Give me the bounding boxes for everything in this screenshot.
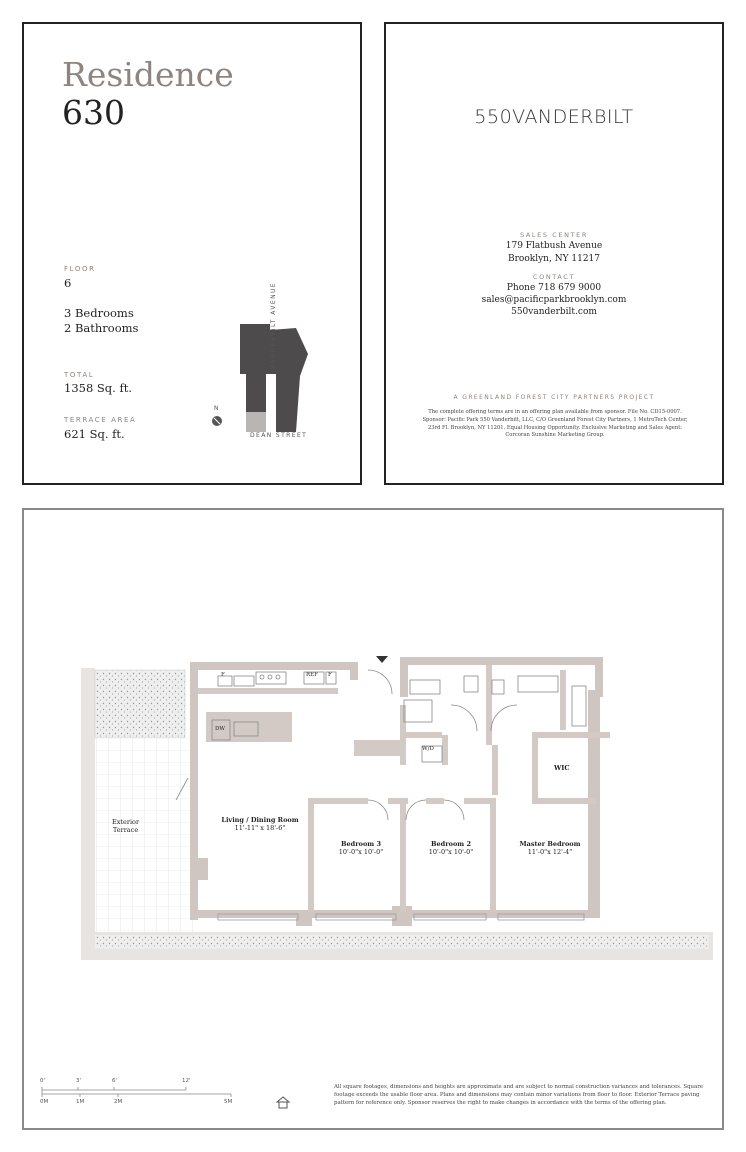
project-line: A GREENLAND FOREST CITY PARTNERS PROJECT — [453, 394, 655, 401]
f2-label: F — [328, 672, 332, 678]
equal-housing-icon — [277, 1097, 289, 1108]
floorplan-panel — [22, 508, 724, 1130]
wd-label: W/D — [422, 746, 434, 752]
sales-address-2: Brooklyn, NY 11217 — [508, 254, 600, 264]
scale-m-5: 5M — [224, 1099, 233, 1105]
entry-arrow-icon — [376, 656, 388, 663]
scale-ft-0: 0' — [40, 1078, 46, 1084]
unit-highlight — [246, 412, 266, 432]
terrace-label: TERRACE AREA — [64, 416, 137, 424]
residence-panel — [22, 22, 362, 485]
bedroom2-label: Bedroom 2 10'-0"x 10'-0" — [428, 840, 474, 857]
contact-label: CONTACT — [532, 273, 576, 281]
scale-m-2: 2M — [114, 1099, 123, 1105]
disclaimer-text: All square footages, dimensions and heights are approximate and are subject to normal construction variances and tolerances. Square footage exceeds the usable floor area. Plans and dimensions may contain minor variations from floor to floor. Exterior Terrace paving pattern for reference only. Sponsor reserves the right to make changes in accordance with the terms of the offering plan. — [334, 1084, 703, 1106]
contact-email[interactable]: sales@pacificparkbrooklyn.com — [481, 295, 627, 305]
vanderbilt-avenue-label: VANDERBILT AVENUE — [270, 282, 277, 369]
scale-ft-3: 3' — [76, 1078, 82, 1084]
terrace-value: 621 Sq. ft. — [64, 427, 125, 441]
scale-ft-6: 6' — [112, 1078, 118, 1084]
floor-value: 6 — [64, 276, 72, 290]
dean-street-label: DEAN STREET — [250, 432, 308, 439]
sales-address-1: 179 Flatbush Avenue — [505, 241, 603, 251]
building-logo: 550VANDERBILT — [474, 106, 634, 128]
total-label: TOTAL — [64, 371, 95, 379]
living-room-label: Living / Dining Room 11'-11" x 18'-6" — [221, 816, 299, 833]
legal-text: The complete offering terms are in an offering plan available from sponsor. File No. CD15-0007. Sponsor: Pacific Park 550 Vanderbilt, LLC, C/O Greenland Forest City Partners, 1 MetroTech Center, 23rd Fl. Brooklyn, NY 11201. Equal Housing Opportunity. Exclusive Marketing and Sales Agent: Corcoran Sunshine Marketing Group. — [422, 409, 688, 439]
scale-m-0: 0M — [40, 1099, 49, 1105]
terrace-paving — [95, 738, 195, 932]
sales-center-label: SALES CENTER — [520, 231, 588, 239]
scale-bar — [42, 1087, 231, 1097]
dw-label: DW — [215, 726, 226, 732]
floor-label: FLOOR — [64, 265, 96, 273]
bathrooms-count: 2 Bathrooms — [64, 321, 139, 335]
bedrooms-count: 3 Bedrooms — [64, 306, 134, 320]
wic-label: WIC — [554, 764, 570, 772]
bedroom3-label: Bedroom 3 10'-0"x 10'-0" — [338, 840, 384, 857]
contact-phone: Phone 718 679 9000 — [506, 283, 602, 293]
terrace-wall — [81, 668, 95, 960]
master-bedroom-label: Master Bedroom 11'-0"x 12'-4" — [519, 840, 581, 857]
terrace-label-room: Exterior Terrace — [112, 818, 140, 835]
residence-title: Residence — [62, 55, 234, 94]
key-plan — [204, 314, 354, 444]
north-label: N — [214, 405, 220, 412]
scale-ft-12: 12' — [182, 1078, 191, 1084]
building-panel — [384, 22, 724, 485]
planter-top — [95, 670, 185, 738]
residence-number: 630 — [62, 93, 125, 132]
total-value: 1358 Sq. ft. — [64, 381, 133, 395]
exterior-walls — [190, 657, 603, 926]
f1-label: F — [221, 672, 225, 678]
ref-label: REF — [306, 672, 318, 678]
contact-website[interactable]: 550vanderbilt.com — [511, 307, 597, 317]
scale-m-1: 1M — [76, 1099, 85, 1105]
planter-bottom — [95, 935, 709, 949]
